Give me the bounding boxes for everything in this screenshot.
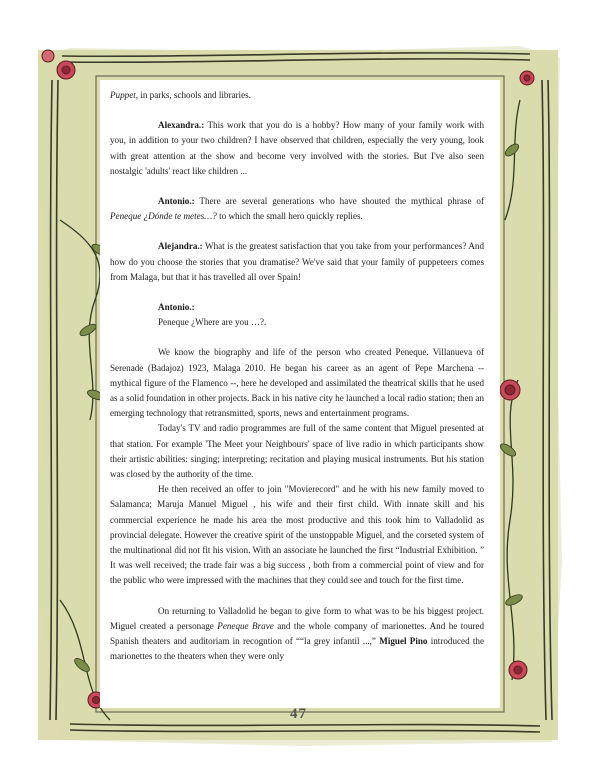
speaker-label: Alexandra.: (158, 120, 205, 131)
italic-title: Peneque Brave (217, 620, 274, 631)
speaker-label-antonio: Antonio.: (158, 302, 195, 313)
paragraph-antonio-answer: Antonio.: There are several generations who have shouted the mythical phrase of Peneque ¿Dónde te metes…? to which the small hero quickly replies. (110, 196, 484, 222)
italic-title: Puppet (110, 90, 136, 100)
document-body (110, 88, 484, 665)
paragraph-biography: We know the biography and life of the person who created Peneque. Villanueva of Serenade (Badajoz) 1923, Malaga 2010. He began his career as an agent of Pepe Marchena -- mythical figure of the Flamenco --, here he developed and assimilated the theatrical skills that he used as a solid foundation in other projects. Back in his native city he launched a local radio station; then an emerging technology that retransmitted, sports, news and entertainment programs. (110, 347, 484, 419)
speaker-label: Antonio.: (158, 196, 195, 207)
paragraph-intro: Puppet, in parks, schools and libraries. (110, 90, 251, 100)
page-number: 47 (290, 706, 307, 722)
paragraph-movierecord: He then received an offer to join "Movierecord" and he with his new family moved to Salamanca; Maruja Manuel Miguel , his wife and their first child. With innate skill and his commercial experience he made his area the most productive and this took him to Valladolid as provincial delegate. However the creative spirit of the unstoppable Miguel, and the corseted system of the multinational did not fit his vision. With an associate he launched the first “Industrial Exhibition. ” It was well received; the trade fair was a big success , both from a commercial point of view and for the public who were impressed with the machines that they could see and touch for the first time. (110, 484, 484, 586)
paragraph-alexandra-question: Alexandra.: This work that you do is a hobby? How many of your family work with you, in addition to your two children? I have observed that children, especially the very young, look with great attention at the show and become very involved with the stories. But I've also seen nostalgic 'adults' react like children ... (110, 120, 484, 176)
italic-quote: Peneque ¿Dónde te metes…? (110, 211, 217, 222)
antonio-reply-line: Peneque ¿Where are you …?. (158, 317, 267, 328)
paragraph-alejandra-question: Alejandra.: What is the greatest satisfaction that you take from your performances? And how do you choose the stories that you dramatise? We've said that your family of puppeteers comes from Malaga, but that it has travelled all over Spain! (110, 241, 484, 282)
paragraph-valladolid: On returning to Valladolid he began to give form to what was to be his biggest project. Miguel created a personage Peneque Brave and the whole company of marionettes. And he toured Spanish theaters and auditoriam in recogntion of ““la grey infantil ...,” Miguel Pino introduced the marionettes to the theaters when they were only (110, 605, 484, 662)
bold-name: Miguel Pino (379, 636, 428, 647)
speaker-label: Alejandra.: (158, 241, 203, 252)
paragraph-radio: Today's TV and radio programmes are full of the same content that Miguel presented at that station. For example 'The Meet your Neighbours' space of live radio in which participants show their artistic abilities: singing; interpreting; recitation and playing musical instruments. But his station was closed by the authority of the time. (110, 423, 484, 480)
